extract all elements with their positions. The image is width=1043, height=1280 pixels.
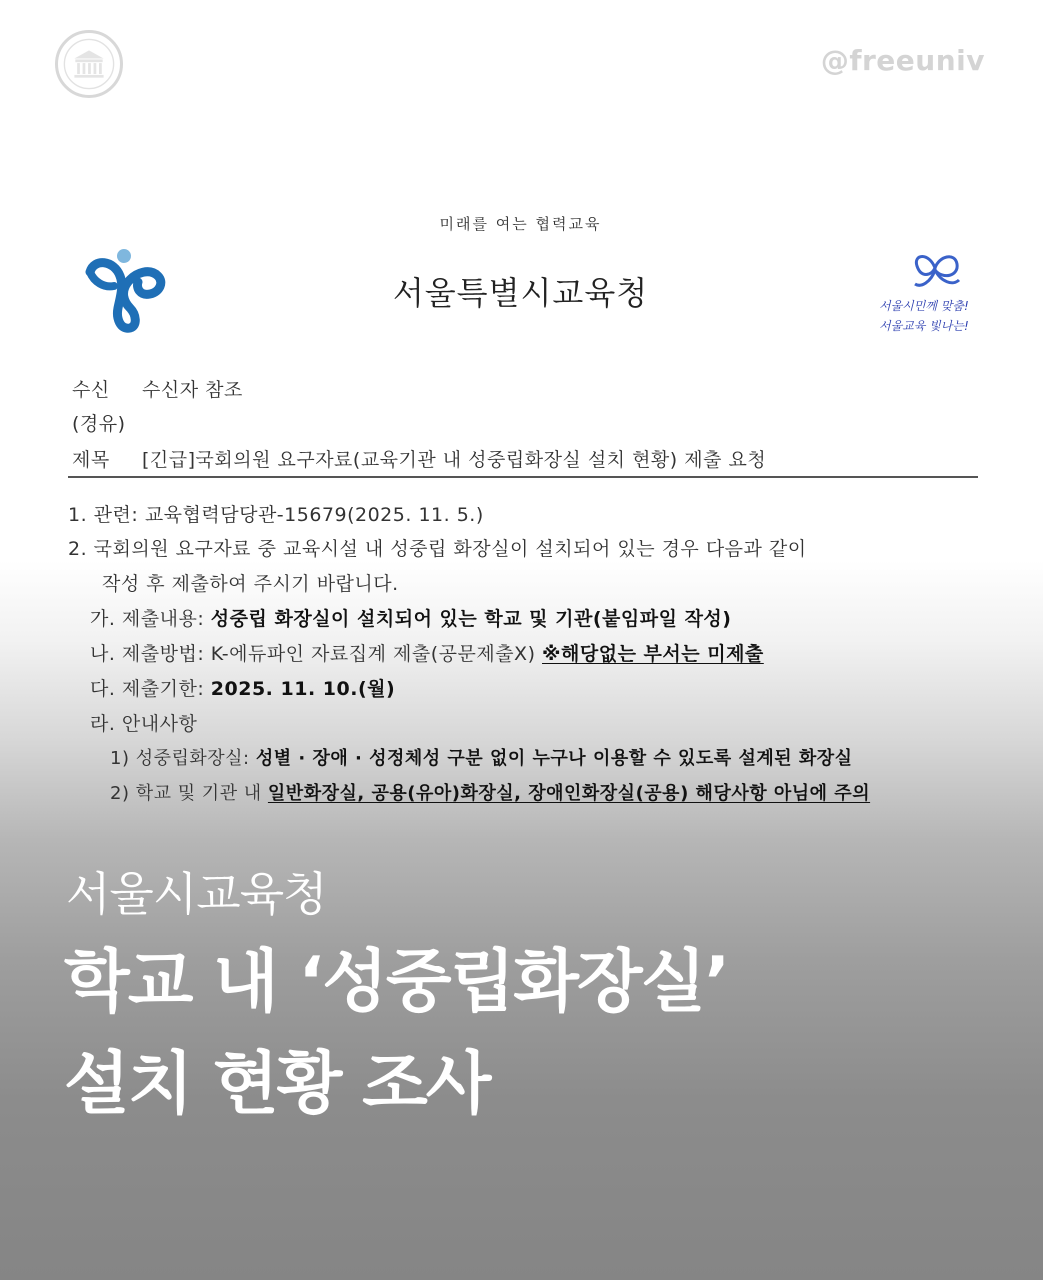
item-ga-label: 가. 제출내용: [90,608,211,630]
item-1: 1. 관련: 교육협력담당관-15679(2025. 11. 5.) [68,504,484,526]
item-ga [90,604,731,631]
item-2-line-1: 2. 국회의원 요구자료 중 교육시설 내 성중립 화장실이 설치되어 있는 경우 다음과 같이 [68,538,807,560]
recipient-label: 수신 [72,379,110,401]
recipient-value: 수신자 참조 [142,379,243,401]
subject-label: 제목 [72,449,110,471]
item-da-label: 다. 제출기한: [90,678,211,700]
item-ra-2 [110,779,870,805]
item-2-line-2: 작성 후 제출하여 주시기 바랍니다. [102,573,399,595]
item-ra-1 [110,744,853,770]
item-ra-2-label: 2) 학교 및 기관 내 [110,783,268,804]
item-da [90,674,395,701]
official-document [28,172,1013,832]
item-ra-1-label: 1) 성중립화장실: [110,748,256,769]
item-da-value: 2025. 11. 10.(월) [210,678,396,700]
agency-title: 서울특별시교육청 [392,274,649,312]
item-na-note: ※해당없는 부서는 미제출 [542,643,764,665]
subject-divider [68,476,978,478]
item-ra: 라. 안내사항 [90,713,198,735]
via-label: (경유) [72,413,126,435]
headline-line-2: 설치 현황 조사 [64,1045,490,1124]
svg-text:서울교육 빛나는!: 서울교육 빛나는! [879,319,969,333]
butterfly-slogan-logo-icon [873,248,985,340]
subject-value: [긴급]국회의원 요구자료(교육기관 내 성중립화장실 설치 현황) 제출 요청 [142,449,767,471]
item-na [90,639,764,666]
document-slogan: 미래를 여는 협력교육 [439,215,602,233]
account-handle[interactable]: @freeuniv [820,44,985,77]
subject-row [72,445,766,472]
item-ra-2-value: 일반화장실, 공용(유아)화장실, 장애인화장실(공용) 해당사항 아님에 주의 [267,783,871,804]
item-ga-value: 성중립 화장실이 설치되어 있는 학교 및 기관(붙임파일 작성) [210,608,732,630]
item-ra-1-value: 성별 · 장애 · 성정체성 구분 없이 누구나 이용할 수 있도록 설계된 화장실 [255,748,853,769]
headline-line-1: 학교 내 ‘성중립화장실’ [64,943,729,1022]
svg-text:서울시민께 맞춤!: 서울시민께 맞춤! [879,299,969,313]
university-seal-icon [55,30,123,98]
item-na-label: 나. 제출방법: K-에듀파인 자료집계 제출(공문제출X) [90,643,543,665]
headline-subtitle: 서울시교육청 [66,867,327,921]
recipient-row [72,375,243,402]
